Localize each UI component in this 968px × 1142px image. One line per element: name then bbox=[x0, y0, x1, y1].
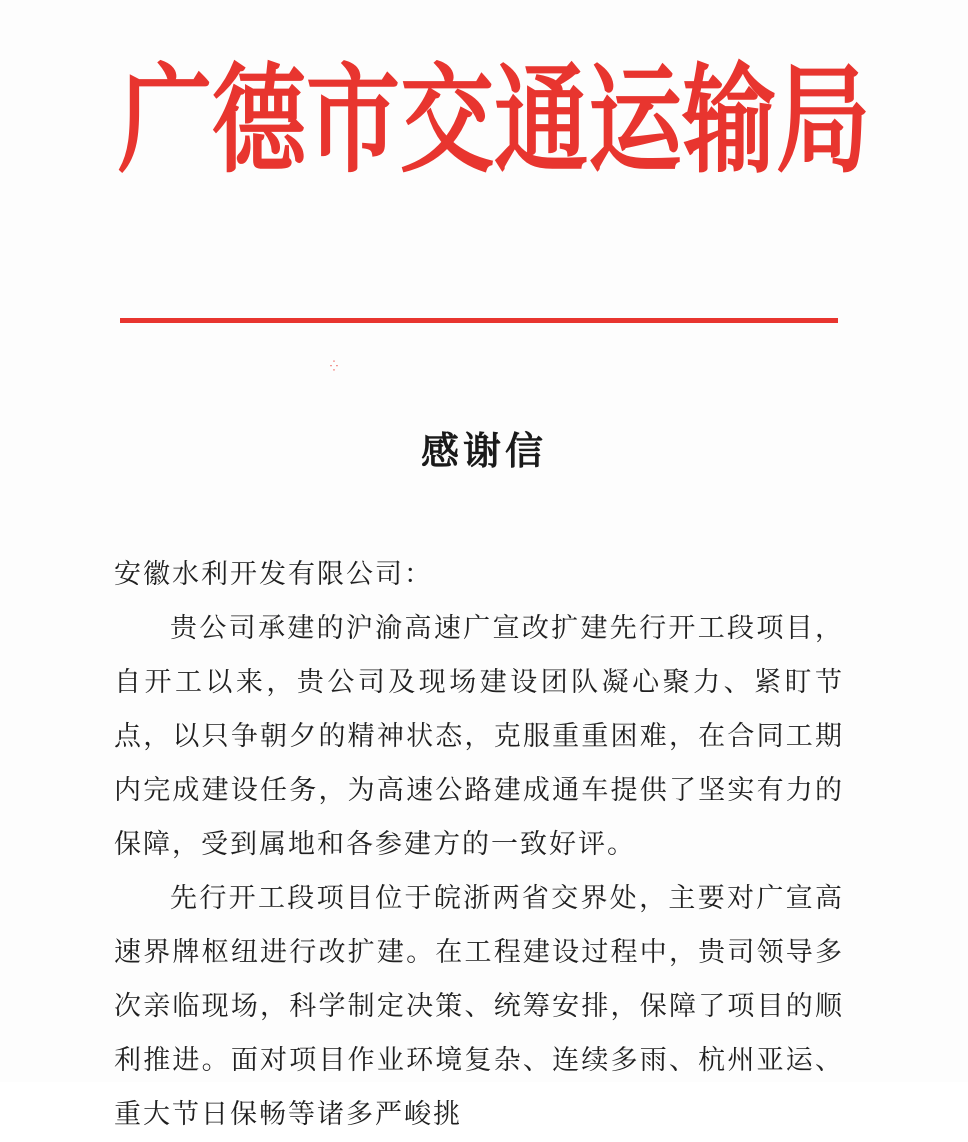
letterhead-char: 德 bbox=[212, 53, 307, 190]
letterhead-char: 运 bbox=[588, 53, 683, 190]
letterhead-char: 市 bbox=[306, 53, 401, 190]
letterhead-divider bbox=[120, 318, 838, 323]
letterhead-char: 局 bbox=[776, 53, 871, 190]
letterhead-char: 通 bbox=[494, 53, 589, 190]
red-ink-speck: ⁛ bbox=[330, 361, 338, 372]
letter-body bbox=[114, 548, 844, 1142]
letterhead-title bbox=[118, 52, 871, 192]
letterhead-char: 交 bbox=[400, 53, 495, 190]
body-paragraph: 贵公司承建的沪渝高速广宣改扩建先行开工段项目，自开工以来，贵公司及现场建设团队凝心聚力、紧盯节点，以只争朝夕的精神状态，克服重重困难，在合同工期内完成建设任务，为高速公路建成通车提供了坚实有力的保障，受到属地和各参建方的一致好评。 bbox=[114, 613, 844, 860]
body-paragraph: 先行开工段项目位于皖浙两省交界处，主要对广宣高速界牌枢纽进行改扩建。在工程建设过程中，贵司领导多次亲临现场，科学制定决策、统筹安排，保障了项目的顺利推进。面对项目作业环境复杂、连续多雨、杭州亚运、重大节日保畅等诸多严峻挑 bbox=[114, 883, 844, 1130]
letterhead-char: 广 bbox=[118, 53, 213, 190]
salutation: 安徽水利开发有限公司： bbox=[114, 559, 433, 590]
letterhead-char: 输 bbox=[682, 53, 777, 190]
document-title: 感谢信 bbox=[420, 428, 547, 473]
